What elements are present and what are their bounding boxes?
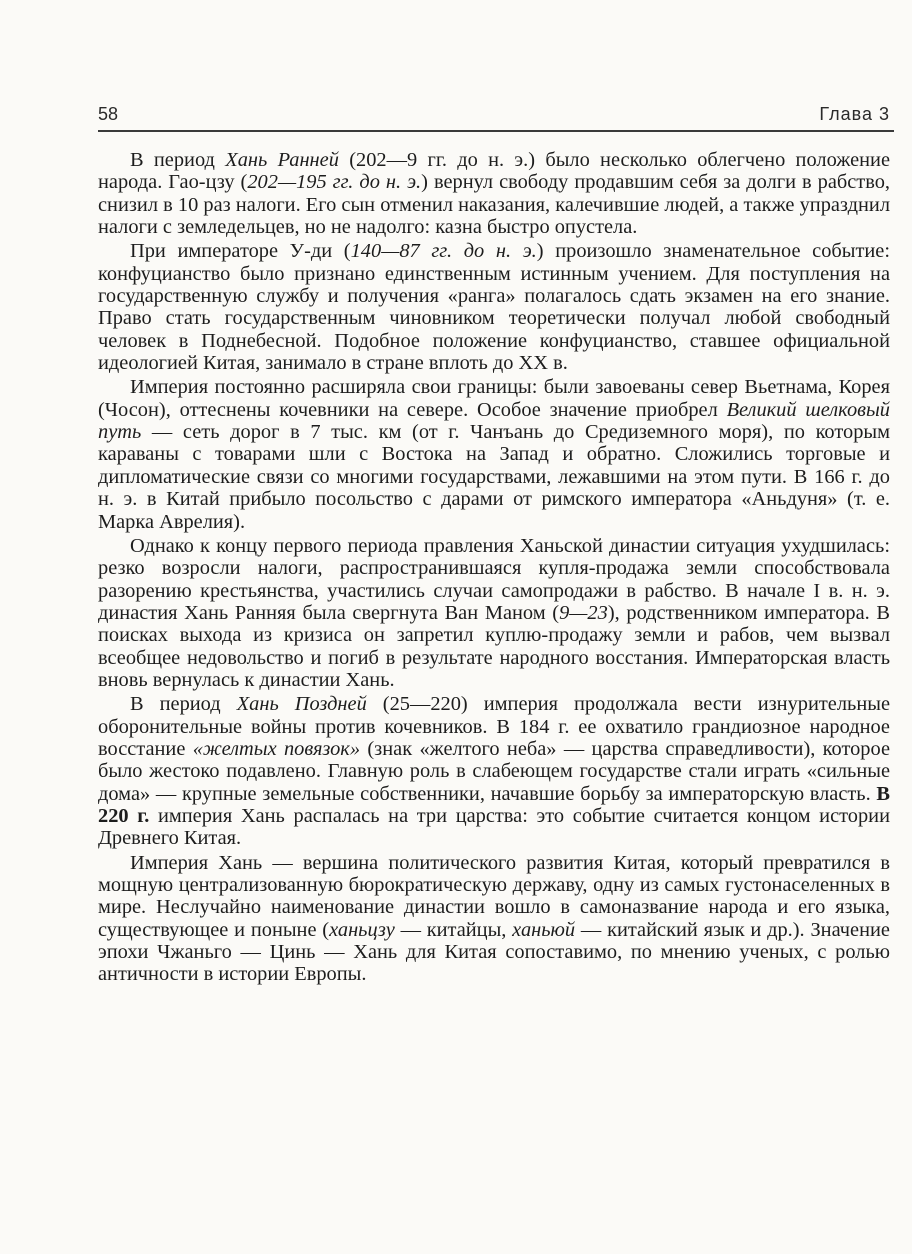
text-span: Однако к концу первого периода правления Ханьской династии ситуация ухудшилась: резко возросли налоги, распространившаяся купля-продажа земли способствовала разорению крестьянства, участились случаи самопродажи в рабство. В начале I в. н. э. династия Хань Ранняя была свергнута Ван Маном ( bbox=[98, 534, 890, 624]
text-span: В период bbox=[130, 693, 237, 716]
text-span: — сеть дорог в 7 тыс. км (от г. Чанъань до Средиземного моря), по которым караваны с товарами шли с Востока на Запад и обратно. Сложились торговые и дипломатические связи со многими государствами, лежавшими на этом пути. В 166 г. до н. э. в Китай прибыло посольство с дарами от римского императора «Аньдуня» (т. е. Марка Аврелия). bbox=[98, 421, 890, 533]
text-span: ), родственником императора. В поисках выхода из кризиса он запретил куплю-продажу земли и рабов, чем вызвал всеобщее недовольство и погиб в результате народного восстания. Императорская власть вновь вернулась к династии Хань. bbox=[98, 601, 890, 691]
text-span: ) произошло знаменательное событие: конфуцианство было признано единственным истинным учением. Для поступления на государственную службу и получения «ранга» полагалось сдать экзамен на его знание. Право стать государственным чиновником теоретически получал любой свободный человек в Поднебесной. Подобное положение конфуцианство, ставшее официальной идеологией Китая, занимало в стране вплоть до XX в. bbox=[98, 240, 890, 375]
paragraph bbox=[98, 693, 890, 849]
text-span: Империя Хань — вершина политического развития Китая, который превратился в мощную централизованную бюрократическую державу, одну из самых густонаселенных в мире. Неслучайно наименование династии вошло в самоназвание народа и его языка, существующее и поныне ( bbox=[98, 851, 890, 941]
italic-span: Хань Поздней bbox=[236, 693, 367, 716]
paragraph bbox=[98, 535, 890, 691]
body-text bbox=[98, 149, 890, 986]
text-span: ) вернул свободу продавшим себя за долги в рабство, снизил в 10 раз налоги. Его сын отменил наказания, калечившие людей, а также упразднил налоги с земледельцев, но не надолго: казна быстро опустела. bbox=[98, 171, 891, 239]
paragraph bbox=[98, 149, 890, 238]
bold-span: В 220 г. bbox=[98, 782, 890, 827]
text-span: (знак «желтого неба» — царства справедливости), которое было жестоко подавлено. Главную роль в слабеющем государстве стали играть «сильные дома» — крупные земельные собственники, начавшие борьбу за императорскую власть. bbox=[98, 737, 891, 805]
text-span: (202—9 гг. до н. э.) было несколько облегчено положение народа. Гао-цзу ( bbox=[98, 149, 890, 194]
text-span: Империя постоянно расширяла свои границы: были завоеваны север Вьетнама, Корея (Чосон), оттеснены кочевники на севере. Особое значение приобрел bbox=[98, 376, 890, 421]
italic-span: 9—23 bbox=[559, 601, 608, 624]
text-span: — китайский язык и др.). Значение эпохи Чжаньго — Цинь — Хань для Китая сопоставимо, по мнению ученых, с ролью античности в истории Европы. bbox=[98, 918, 890, 986]
italic-span: «желтых повязок» bbox=[192, 737, 361, 760]
italic-span: 202—195 гг. до н. э. bbox=[247, 171, 422, 194]
running-head bbox=[98, 104, 894, 128]
text-span: — китайцы, bbox=[394, 918, 513, 941]
italic-span: 140—87 гг. до н. э. bbox=[350, 240, 537, 263]
text-span: В период bbox=[130, 149, 226, 171]
page-number: 58 bbox=[98, 104, 119, 124]
paragraph bbox=[98, 240, 890, 374]
italic-span: Великий шелковый путь bbox=[98, 398, 890, 444]
italic-span: ханьцзу bbox=[329, 918, 395, 941]
chapter-label: Глава 3 bbox=[819, 104, 890, 124]
italic-span: ханьюй bbox=[512, 918, 576, 941]
text-span: При императоре У-ди ( bbox=[130, 240, 351, 263]
header-rule bbox=[98, 130, 894, 132]
text-span: империя Хань распалась на три царства: это событие считается концом истории Древнего Китая. bbox=[98, 804, 890, 850]
paragraph bbox=[98, 852, 890, 986]
paragraph bbox=[98, 376, 890, 532]
italic-span: Хань Ранней bbox=[225, 149, 339, 171]
text-span: (25—220) империя продолжала вести изнурительные оборонительные войны против кочевников. В 184 г. ее охватило грандиозное народное восстание bbox=[98, 693, 890, 760]
